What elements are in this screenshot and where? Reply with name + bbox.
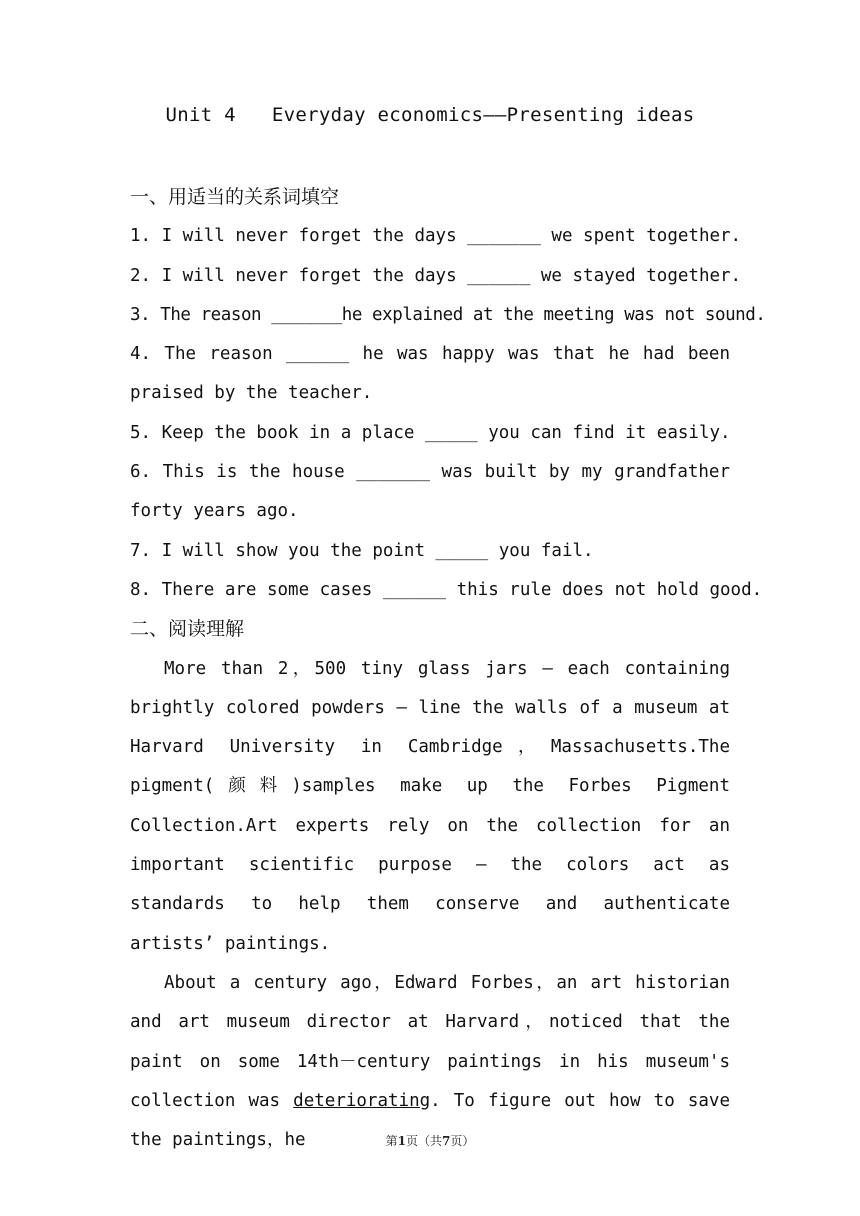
- question-1: 1. I will never forget the days _______ we spent together.: [130, 226, 742, 247]
- section1-heading: 一、用适当的关系词填空: [130, 186, 340, 208]
- question-8: 8. There are some cases ______ this rule does not hold good.: [130, 579, 763, 600]
- footer-prefix: 第: [385, 1134, 398, 1148]
- underlined-word: deteriorating: [293, 1090, 431, 1111]
- page-title: [0, 104, 860, 126]
- title-topic: Everyday economics——Presenting ideas: [271, 104, 695, 126]
- question-2: 2. I will never forget the days ______ we stayed together.: [130, 265, 742, 286]
- footer-page-number: 1: [397, 1134, 406, 1148]
- document-body: [130, 178, 766, 1160]
- footer-total-pages: 7: [442, 1134, 451, 1148]
- question-5: 5. Keep the book in a place _____ you can find it easily.: [130, 422, 731, 443]
- question-3: 3. The reason _______he explained at the meeting was not sound.: [130, 304, 766, 325]
- paragraph-2-text-before: About a century ago，Edward Forbes，an art historian and art museum director at Harvard，noticed that the paint on some 14th－century paintings in his museum's collection was: [130, 972, 730, 1111]
- paragraph-2-text-after: . To figure out how to save the paintings，he: [130, 1090, 730, 1151]
- reading-paragraph-2: [130, 964, 730, 1160]
- reading-paragraph-1: More than 2，500 tiny glass jars — each containing brightly colored powders — line the walls of a museum at Harvard University in Cambridge，Massachusetts.The pigment(颜料)samples make up the Forbes Pigment Collection.Art experts rely on the collection for an important scientific purpose — the colors act as standards to help them conserve and authenticate artists’ paintings.: [130, 658, 730, 954]
- footer-suffix: 页）: [450, 1134, 475, 1148]
- section2-heading: 二、阅读理解: [130, 618, 245, 641]
- question-6: 6. This is the house _______ was built by my grandfather forty years ago.: [130, 462, 730, 522]
- title-unit: Unit 4: [165, 104, 236, 126]
- question-4: 4. The reason ______ he was happy was that he had been praised by the teacher.: [130, 344, 730, 404]
- page-footer: [0, 1132, 860, 1149]
- question-7: 7. I will show you the point _____ you fail.: [130, 540, 594, 561]
- footer-middle: 页（共: [405, 1134, 442, 1148]
